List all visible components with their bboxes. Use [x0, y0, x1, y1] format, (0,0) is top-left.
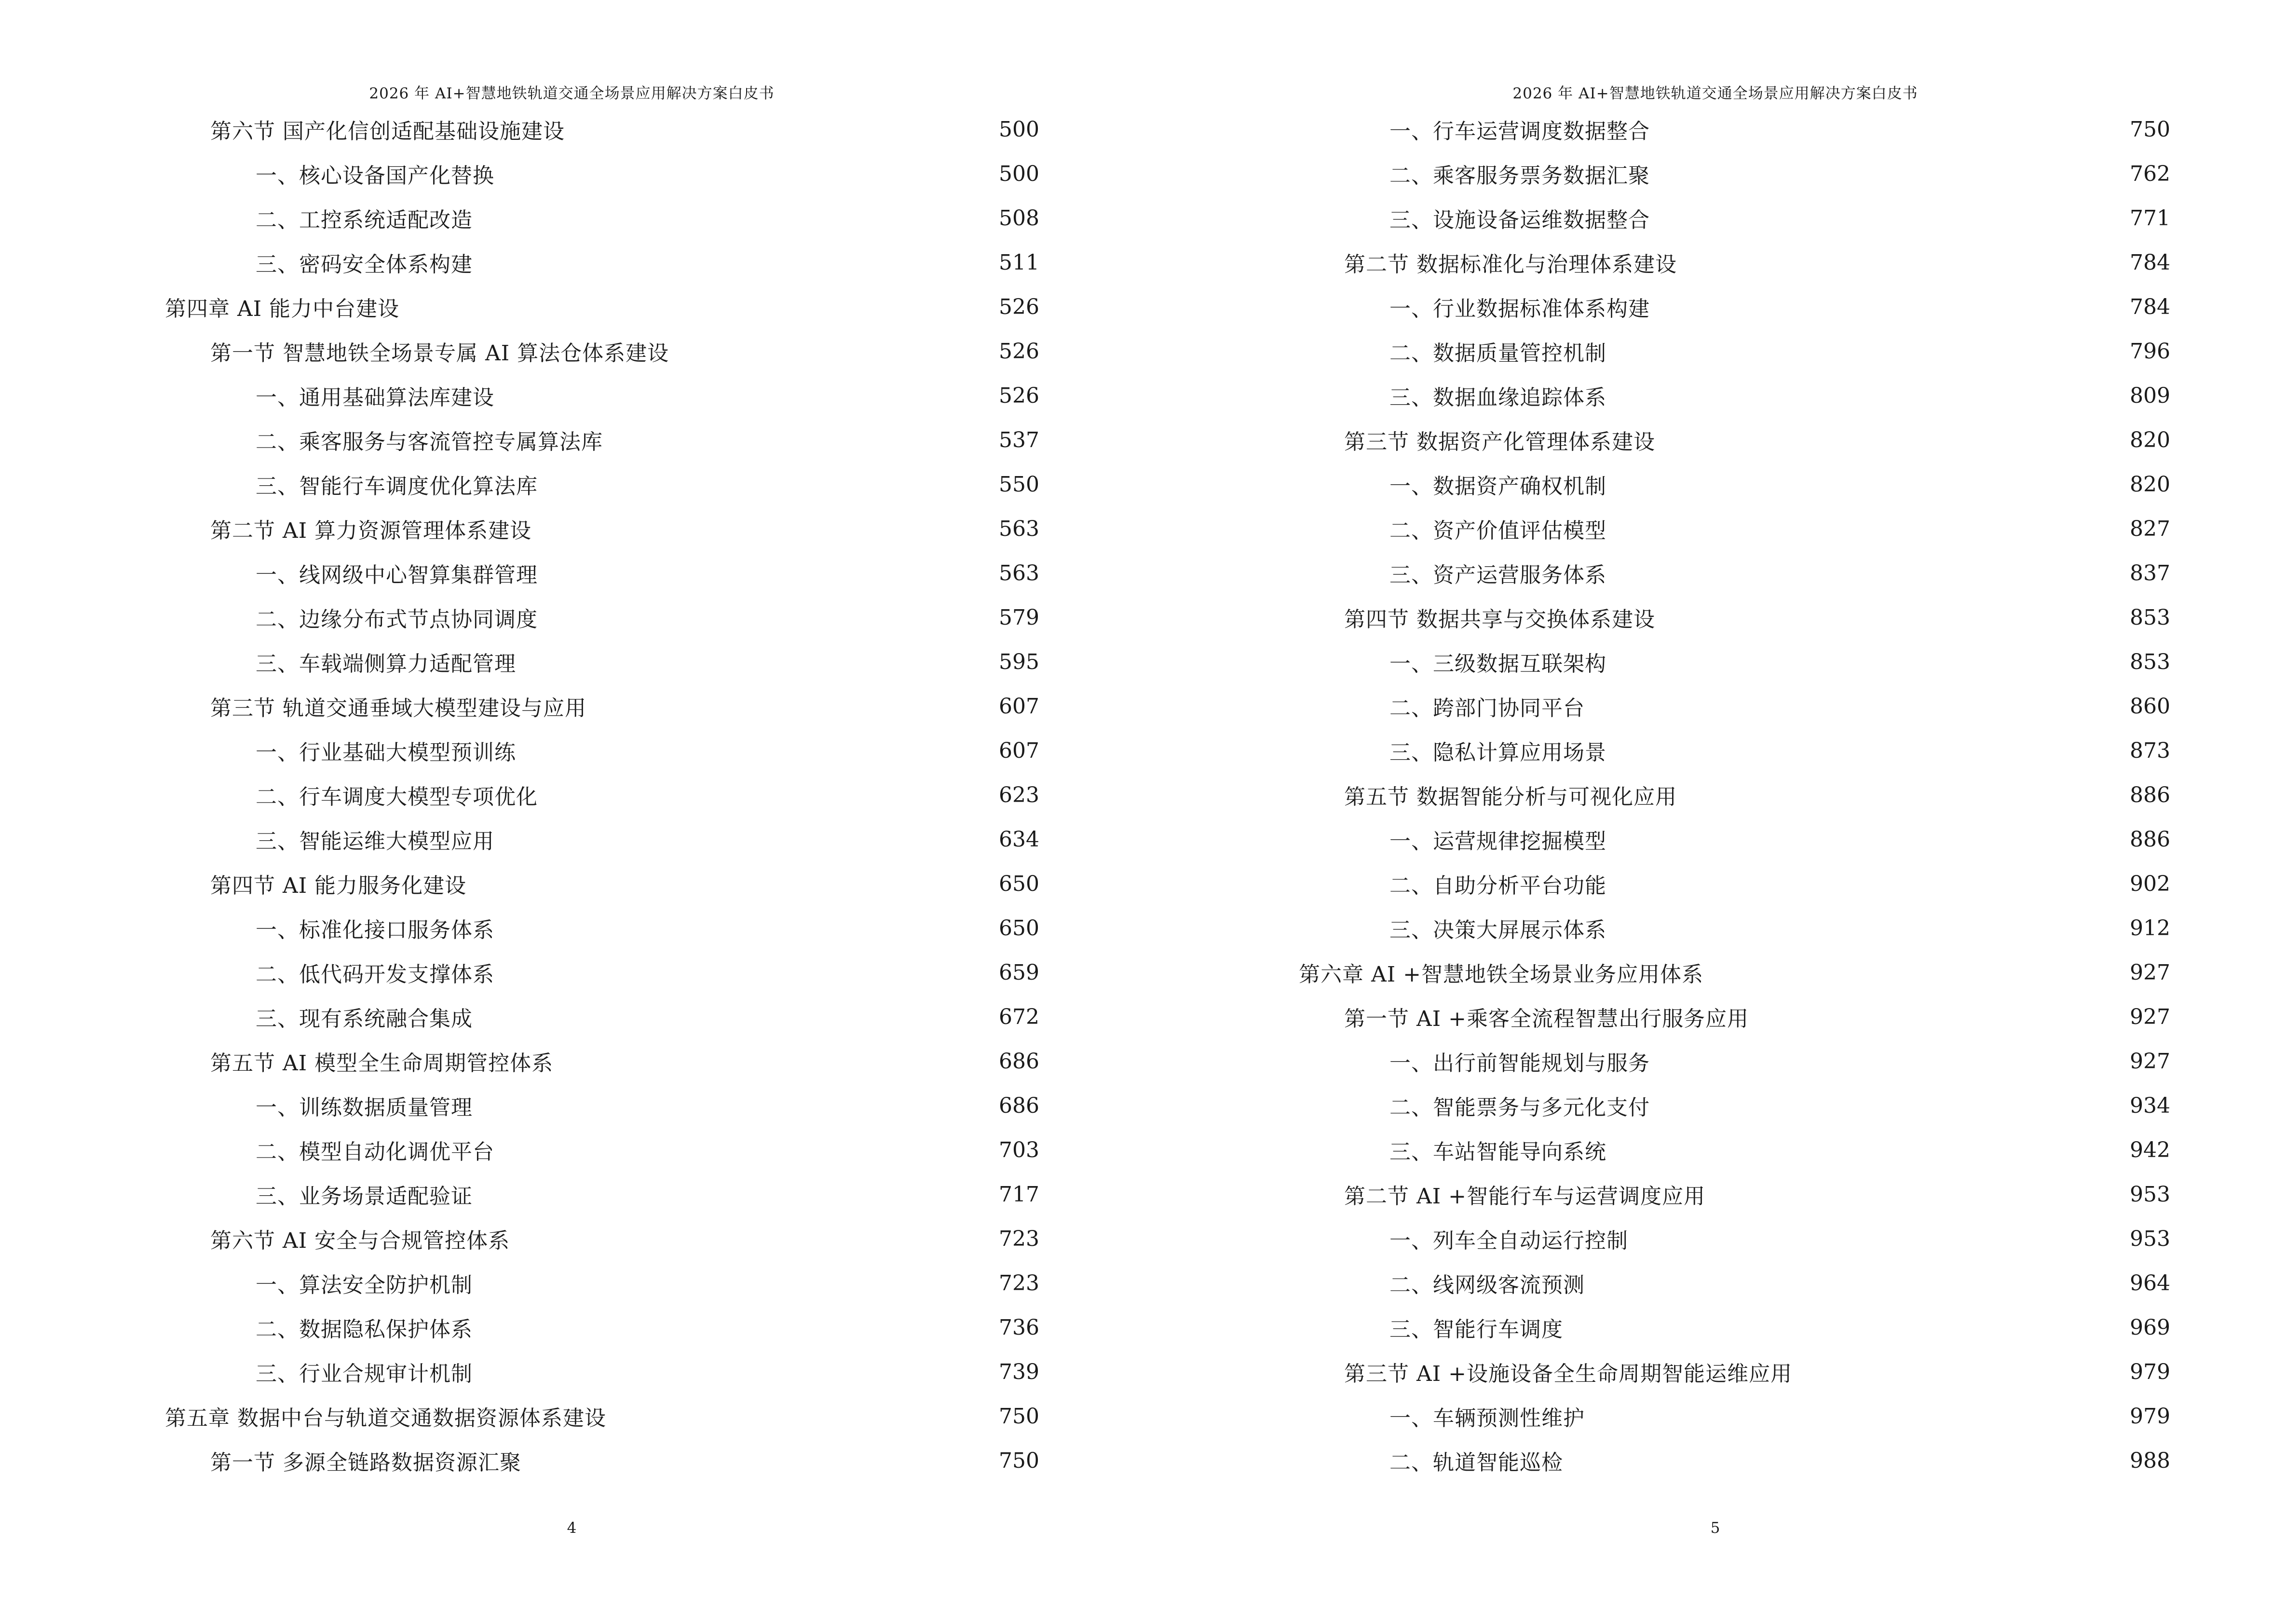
page-number: 5: [1710, 1519, 1720, 1537]
toc-entry: [256, 822, 1039, 856]
toc-entry-page: 650: [999, 871, 1039, 896]
page-header: 2026 年 AI+智慧地铁轨道交通全场景应用解决方案白皮书: [1512, 85, 1918, 102]
toc-entry-title: 二、智能票务与多元化支付: [1389, 1095, 1650, 1120]
dot-leader: [479, 1310, 992, 1344]
toc-entry-title: 一、数据资产确权机制: [1389, 474, 1606, 499]
dot-leader: [1756, 1000, 2123, 1034]
toc-entry: [256, 1355, 1039, 1389]
dot-leader: [1657, 1089, 2123, 1122]
toc-entry-page: 964: [2130, 1270, 2170, 1296]
toc-entry-title: 二、数据质量管控机制: [1389, 341, 1606, 366]
toc-entry-title: 二、乘客服务票务数据汇聚: [1389, 164, 1650, 188]
toc-entry-title: 第三节 轨道交通垂域大模型建设与应用: [210, 696, 586, 721]
toc-entry: [1389, 556, 2170, 590]
toc-entry: [1389, 1089, 2170, 1122]
toc-entry-title: 一、三级数据互联架构: [1389, 652, 1606, 676]
toc-entry: [256, 778, 1039, 812]
dot-leader: [1613, 512, 2123, 546]
toc-entry-title: 一、行业数据标准体系构建: [1389, 297, 1650, 321]
dot-leader: [1657, 1044, 2123, 1078]
toc-entry-title: 一、运营规律挖掘模型: [1389, 829, 1606, 854]
toc-entry-page: 750: [999, 1448, 1039, 1473]
dot-leader: [1712, 1177, 2123, 1211]
dot-leader: [1613, 911, 2123, 945]
toc-entry: [1389, 867, 2170, 901]
toc-entry: [1389, 689, 2170, 723]
toc-entry-page: 979: [2130, 1404, 2170, 1429]
toc-entry: [256, 423, 1039, 457]
toc-entry-title: 一、行业基础大模型预训练: [256, 740, 516, 765]
toc-entry-title: 第四章 AI 能力中台建设: [165, 297, 400, 321]
toc-entry-title: 一、训练数据质量管理: [256, 1095, 473, 1120]
toc-entry-page: 820: [2130, 472, 2170, 497]
toc-entry-title: 二、轨道智能巡检: [1389, 1450, 1563, 1475]
toc-entry-page: 886: [2130, 782, 2170, 807]
toc-entry-page: 873: [2130, 738, 2170, 763]
toc-entry-page: 723: [999, 1270, 1039, 1296]
dot-leader: [406, 290, 992, 324]
toc-entry-title: 三、现有系统融合集成: [256, 1007, 473, 1031]
toc-entry-title: 三、车载端侧算力适配管理: [256, 652, 516, 676]
toc-entry: [1389, 290, 2170, 324]
toc-entry: [1389, 1310, 2170, 1344]
dot-leader: [545, 467, 992, 501]
toc-entry-title: 三、设施设备运维数据整合: [1389, 208, 1650, 232]
toc-entry: [1389, 467, 2170, 501]
toc-entry-title: 一、通用基础算法库建设: [256, 385, 494, 410]
toc-entry-title: 一、出行前智能规划与服务: [1389, 1051, 1650, 1076]
dot-leader: [1570, 1444, 2123, 1477]
toc-entry-page: 927: [2130, 960, 2170, 985]
toc-entry: [1389, 911, 2170, 945]
toc-entry-title: 第一节 AI +乘客全流程智慧出行服务应用: [1344, 1007, 1749, 1031]
toc-entry-page: 942: [2130, 1137, 2170, 1162]
toc-entry: [256, 1177, 1039, 1211]
dot-leader: [676, 334, 992, 368]
dot-leader: [1657, 290, 2123, 324]
toc-entry-page: 750: [999, 1404, 1039, 1429]
toc-entry-page: 953: [2130, 1182, 2170, 1207]
toc-entry: [1389, 1266, 2170, 1300]
toc-entry-title: 第五节 AI 模型全生命周期管控体系: [210, 1051, 554, 1076]
toc-entry-page: 927: [2130, 1004, 2170, 1029]
dot-leader: [1613, 556, 2123, 590]
dot-leader: [572, 112, 992, 146]
dot-leader: [1684, 778, 2123, 812]
dot-leader: [501, 955, 992, 989]
toc-entry-page: 771: [2130, 205, 2170, 231]
toc-entry: [210, 512, 1039, 546]
toc-entry-page: 736: [999, 1315, 1039, 1340]
toc-entry-page: 607: [999, 738, 1039, 763]
toc-entry: [256, 1133, 1039, 1167]
toc-entry-title: 第四节 数据共享与交换体系建设: [1344, 607, 1655, 632]
toc-entry: [256, 379, 1039, 412]
toc-entry-page: 508: [999, 205, 1039, 231]
dot-leader: [501, 1133, 992, 1167]
toc-entry-page: 969: [2130, 1315, 2170, 1340]
dot-leader: [1799, 1355, 2123, 1389]
dot-leader: [1613, 822, 2123, 856]
toc-entry-page: 526: [999, 294, 1039, 319]
toc-entry: [1389, 512, 2170, 546]
dot-leader: [1613, 334, 2123, 368]
toc-entry-title: 二、线网级客流预测: [1389, 1273, 1585, 1297]
dot-leader: [528, 1444, 992, 1477]
toc-entry-title: 三、车站智能导向系统: [1389, 1140, 1606, 1164]
toc-entry: [210, 689, 1039, 723]
toc-entry-title: 第二节 AI 算力资源管理体系建设: [210, 519, 532, 543]
toc-entry: [1389, 379, 2170, 412]
toc-entry: [256, 911, 1039, 945]
toc-entry-title: 三、业务场景适配验证: [256, 1184, 473, 1209]
toc-entry: [1389, 157, 2170, 191]
dot-leader: [1662, 423, 2123, 457]
toc-entry-page: 739: [999, 1359, 1039, 1384]
toc-entry-title: 一、标准化接口服务体系: [256, 918, 494, 942]
dot-leader: [473, 867, 992, 901]
toc-entry-title: 第二节 数据标准化与治理体系建设: [1344, 252, 1677, 277]
toc-entry: [165, 1399, 1039, 1433]
toc-entry-title: 一、列车全自动运行控制: [1389, 1228, 1628, 1253]
toc-entry: [1389, 201, 2170, 235]
dot-leader: [1613, 867, 2123, 901]
toc-entry: [1344, 1355, 2170, 1389]
toc-entry: [1389, 1222, 2170, 1256]
toc-entry-page: 809: [2130, 383, 2170, 408]
dot-leader: [538, 512, 992, 546]
toc-entry-title: 三、资产运营服务体系: [1389, 563, 1606, 587]
toc-entry-title: 第五章 数据中台与轨道交通数据资源体系建设: [165, 1406, 606, 1431]
toc-entry-page: 750: [2130, 117, 2170, 142]
toc-entry-title: 二、跨部门协同平台: [1389, 696, 1585, 721]
dot-leader: [613, 1399, 992, 1433]
toc-entry: [1344, 1000, 2170, 1034]
toc-entry-title: 一、核心设备国产化替换: [256, 164, 494, 188]
toc-entry: [256, 1000, 1039, 1034]
dot-leader: [479, 201, 992, 235]
toc-entry-page: 827: [2130, 516, 2170, 541]
toc-entry-title: 第一节 智慧地铁全场景专属 AI 算法仓体系建设: [210, 341, 669, 366]
dot-leader: [1613, 645, 2123, 679]
toc-entry-title: 三、行业合规审计机制: [256, 1362, 473, 1386]
toc-entry-page: 886: [2130, 827, 2170, 852]
toc-entry-page: 717: [999, 1182, 1039, 1207]
toc-entry-page: 703: [999, 1137, 1039, 1162]
toc-entry-page: 550: [999, 472, 1039, 497]
toc-entry-title: 三、数据血缘追踪体系: [1389, 385, 1606, 410]
toc-entry-page: 537: [999, 427, 1039, 452]
toc-entry: [1389, 734, 2170, 767]
dot-leader: [479, 246, 992, 279]
dot-leader: [1657, 157, 2123, 191]
toc-entry-title: 二、工控系统适配改造: [256, 208, 473, 232]
toc-entry-page: 595: [999, 649, 1039, 674]
toc-entry-page: 686: [999, 1049, 1039, 1074]
dot-leader: [523, 645, 992, 679]
toc-entry-title: 第一节 多源全链路数据资源汇聚: [210, 1450, 521, 1475]
toc-entry-title: 第四节 AI 能力服务化建设: [210, 873, 467, 898]
toc-entry: [1389, 1133, 2170, 1167]
toc-entry-title: 三、决策大屏展示体系: [1389, 918, 1606, 942]
toc-entry-title: 第二节 AI +智能行车与运营调度应用: [1344, 1184, 1705, 1209]
toc-entry-title: 第六节 AI 安全与合规管控体系: [210, 1228, 510, 1253]
dot-leader: [545, 600, 992, 634]
toc-entry: [1344, 423, 2170, 457]
toc-entry-title: 二、乘客服务与客流管控专属算法库: [256, 430, 603, 454]
toc-entry: [256, 734, 1039, 767]
dot-leader: [545, 778, 992, 812]
dot-leader: [1662, 600, 2123, 634]
toc-entry-page: 672: [999, 1004, 1039, 1029]
toc-entry-page: 723: [999, 1226, 1039, 1251]
dot-leader: [517, 1222, 992, 1256]
dot-leader: [479, 1266, 992, 1300]
toc-entry-title: 一、算法安全防护机制: [256, 1273, 473, 1297]
toc-entry: [256, 1089, 1039, 1122]
toc-entry-page: 659: [999, 960, 1039, 985]
toc-entry: [1344, 1177, 2170, 1211]
dot-leader: [501, 157, 992, 191]
toc-entry-title: 二、低代码开发支撑体系: [256, 962, 494, 987]
toc-entry-page: 526: [999, 339, 1039, 364]
toc-entry-page: 912: [2130, 915, 2170, 941]
toc-entry-page: 927: [2130, 1049, 2170, 1074]
toc-entry: [1389, 645, 2170, 679]
toc-entry-page: 511: [999, 250, 1039, 275]
toc-entry-title: 三、密码安全体系构建: [256, 252, 473, 277]
toc-entry-title: 二、边缘分布式节点协同调度: [256, 607, 538, 632]
toc-entry-title: 三、智能运维大模型应用: [256, 829, 494, 854]
toc-entry: [1344, 246, 2170, 279]
toc-entry: [1299, 955, 2170, 989]
toc-entry-page: 563: [999, 560, 1039, 586]
dot-leader: [1570, 1310, 2123, 1344]
toc-entry: [1389, 822, 2170, 856]
toc-entry-page: 686: [999, 1093, 1039, 1118]
toc-entry-page: 979: [2130, 1359, 2170, 1384]
dot-leader: [501, 911, 992, 945]
toc-entry-page: 784: [2130, 250, 2170, 275]
toc-entry-page: 837: [2130, 560, 2170, 586]
dot-leader: [545, 556, 992, 590]
toc-entry-title: 三、隐私计算应用场景: [1389, 740, 1606, 765]
toc-entry: [210, 1444, 1039, 1477]
toc-entry: [1344, 778, 2170, 812]
toc-entry: [210, 112, 1039, 146]
dot-leader: [479, 1000, 992, 1034]
toc-entry-title: 三、智能行车调度优化算法库: [256, 474, 538, 499]
toc-entry: [210, 334, 1039, 368]
toc-entry-title: 二、行车调度大模型专项优化: [256, 785, 538, 809]
toc-entry: [256, 1266, 1039, 1300]
dot-leader: [1657, 112, 2123, 146]
dot-leader: [479, 1089, 992, 1122]
dot-leader: [1657, 201, 2123, 235]
dot-leader: [501, 822, 992, 856]
toc-entry-title: 二、资产价值评估模型: [1389, 519, 1606, 543]
toc-entry-page: 607: [999, 694, 1039, 719]
dot-leader: [1635, 1222, 2123, 1256]
toc-entry-title: 二、数据隐私保护体系: [256, 1317, 473, 1342]
toc-entry: [256, 246, 1039, 279]
toc-entry: [1389, 1044, 2170, 1078]
toc-entry-page: 902: [2130, 871, 2170, 896]
toc-entry: [256, 645, 1039, 679]
toc-entry: [165, 290, 1039, 324]
toc-entry-title: 第六节 国产化信创适配基础设施建设: [210, 119, 565, 144]
toc-entry-title: 第五节 数据智能分析与可视化应用: [1344, 785, 1677, 809]
toc-entry-page: 988: [2130, 1448, 2170, 1473]
toc-entry-page: 860: [2130, 694, 2170, 719]
toc-entry-page: 500: [999, 117, 1039, 142]
toc-entry-page: 650: [999, 915, 1039, 941]
right-page: [1144, 0, 2287, 1624]
dot-leader: [1592, 1399, 2123, 1433]
toc-entry-page: 820: [2130, 427, 2170, 452]
dot-leader: [1613, 1133, 2123, 1167]
toc-entry: [210, 1044, 1039, 1078]
dot-leader: [1613, 734, 2123, 767]
toc-entry-title: 二、自助分析平台功能: [1389, 873, 1606, 898]
dot-leader: [1710, 955, 2123, 989]
dot-leader: [479, 1177, 992, 1211]
dot-leader: [501, 379, 992, 412]
dot-leader: [1613, 379, 2123, 412]
toc-entry-title: 三、智能行车调度: [1389, 1317, 1563, 1342]
toc-entry-page: 762: [2130, 161, 2170, 186]
toc-entry-page: 853: [2130, 605, 2170, 630]
dot-leader: [560, 1044, 992, 1078]
toc-entry-page: 563: [999, 516, 1039, 541]
toc-entry-title: 一、车辆预测性维护: [1389, 1406, 1585, 1431]
toc-entry: [256, 1310, 1039, 1344]
toc-entry: [256, 600, 1039, 634]
toc-entry-page: 634: [999, 827, 1039, 852]
dot-leader: [593, 689, 992, 723]
toc-entry: [1389, 112, 2170, 146]
dot-leader: [1613, 467, 2123, 501]
toc-entry-page: 796: [2130, 339, 2170, 364]
page-header: 2026 年 AI+智慧地铁轨道交通全场景应用解决方案白皮书: [369, 85, 775, 102]
dot-leader: [1684, 246, 2123, 279]
toc-entry: [210, 867, 1039, 901]
toc-entry: [1389, 334, 2170, 368]
toc-entry-title: 一、线网级中心智算集群管理: [256, 563, 538, 587]
dot-leader: [1592, 1266, 2123, 1300]
dot-leader: [479, 1355, 992, 1389]
toc-entry-title: 第六章 AI +智慧地铁全场景业务应用体系: [1299, 962, 1703, 987]
toc-entry: [256, 157, 1039, 191]
toc-entry: [1389, 1444, 2170, 1477]
toc-entry-page: 500: [999, 161, 1039, 186]
dot-leader: [523, 734, 992, 767]
page-number: 4: [567, 1519, 577, 1537]
toc-entry-page: 623: [999, 782, 1039, 807]
toc-entry-title: 第三节 AI +设施设备全生命周期智能运维应用: [1344, 1362, 1792, 1386]
toc-entry-title: 第三节 数据资产化管理体系建设: [1344, 430, 1655, 454]
toc-entry-page: 526: [999, 383, 1039, 408]
toc-entry-page: 853: [2130, 649, 2170, 674]
toc-entry: [256, 955, 1039, 989]
dot-leader: [610, 423, 992, 457]
toc-entry-page: 784: [2130, 294, 2170, 319]
dot-leader: [1592, 689, 2123, 723]
toc-entry-page: 934: [2130, 1093, 2170, 1118]
toc-entry: [210, 1222, 1039, 1256]
toc-entry-page: 579: [999, 605, 1039, 630]
toc-entry: [1389, 1399, 2170, 1433]
toc-entry-title: 二、模型自动化调优平台: [256, 1140, 494, 1164]
toc-entry-page: 953: [2130, 1226, 2170, 1251]
toc-entry: [256, 467, 1039, 501]
toc-entry: [1344, 600, 2170, 634]
toc-entry: [256, 556, 1039, 590]
toc-entry-title: 一、行车运营调度数据整合: [1389, 119, 1650, 144]
toc-entry: [256, 201, 1039, 235]
